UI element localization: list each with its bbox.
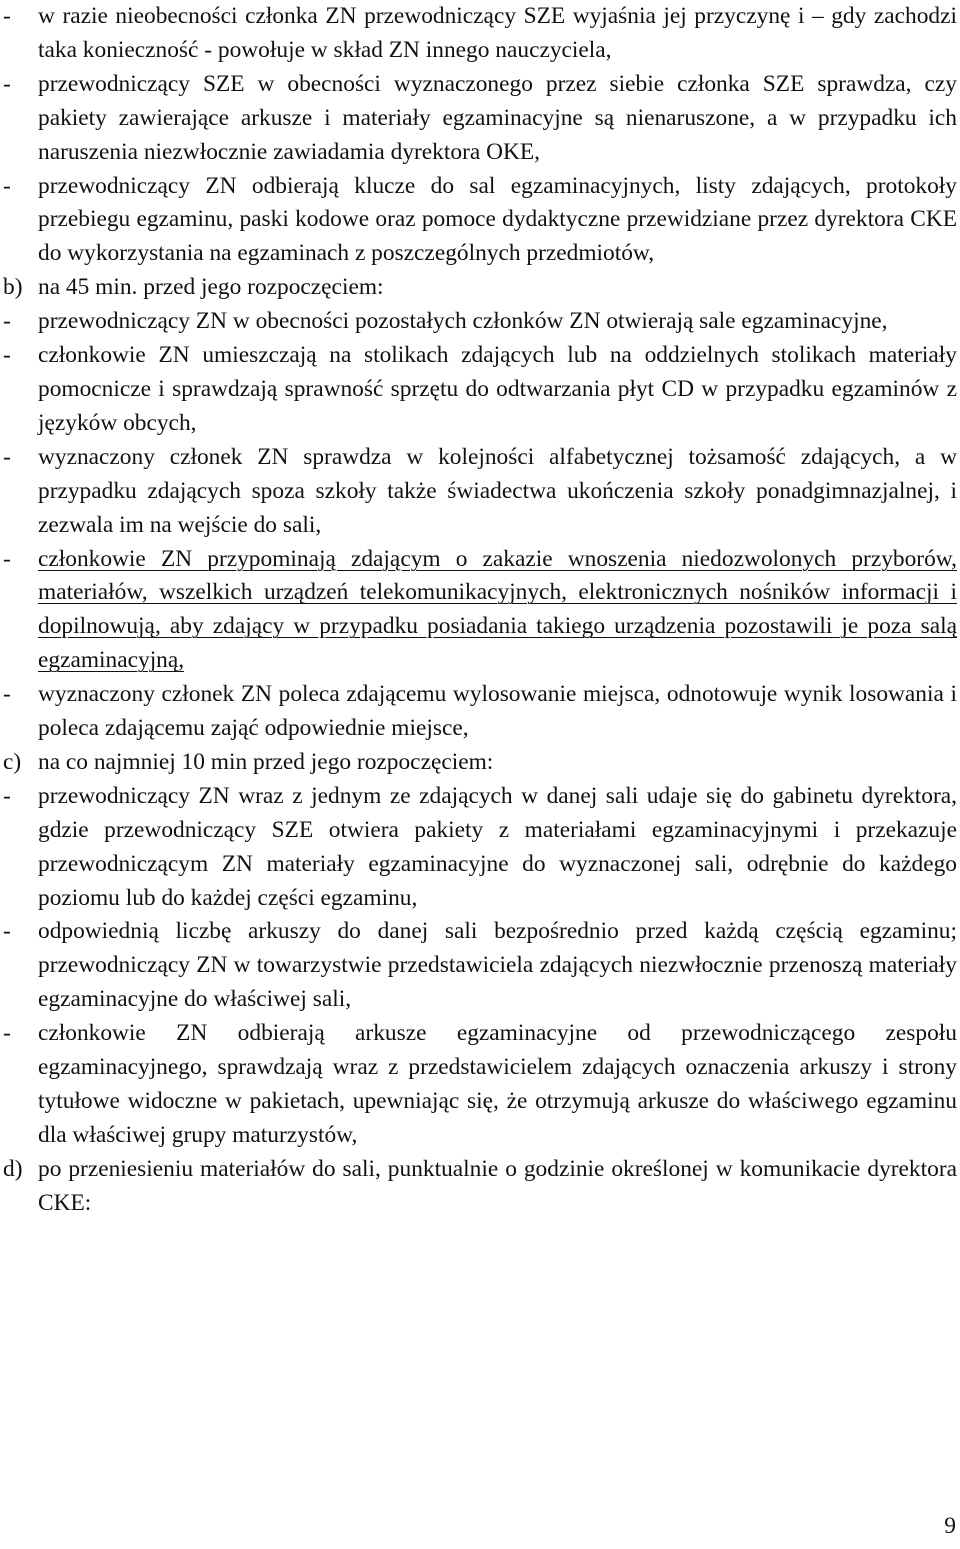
item-marker: - xyxy=(3,443,11,470)
item-marker: - xyxy=(3,342,11,369)
item-marker: - xyxy=(3,308,11,335)
item-text: na 45 min. przed jego rozpoczęciem: xyxy=(38,274,384,301)
bullet-item xyxy=(0,915,960,1017)
bullet-item xyxy=(0,780,960,916)
bullet-item xyxy=(0,543,960,679)
item-text: przewodniczący ZN w obecności pozostałych członków ZN otwierają sale egzaminacyjne, xyxy=(38,308,888,335)
item-text: w razie nieobecności członka ZN przewodniczący SZE wyjaśnia jej przyczynę i – gdy zachodzi taka konieczność - powołuje w skład ZN innego nauczyciela, xyxy=(38,3,957,63)
item-marker: - xyxy=(3,545,11,572)
item-text: członkowie ZN odbierają arkusze egzaminacyjne od przewodniczącego zespołu egzaminacyjnego, sprawdzają wraz z przedstawicielem zdających oznaczenia arkuszy i strony tytułowe widoczne w pakietach, upewniając się, że otrzymują arkusze do właściwego egzaminu dla właściwej grupy maturzystów, xyxy=(38,1020,957,1148)
item-text: na co najmniej 10 min przed jego rozpoczęciem: xyxy=(38,748,494,775)
item-marker: - xyxy=(3,918,11,945)
bullet-item xyxy=(0,1017,960,1153)
item-marker: c) xyxy=(3,748,22,775)
item-text: członkowie ZN przypominają zdającym o zakazie wnoszenia niedozwolonych przyborów, materiałów, wszelkich urządzeń telekomunikacyjnych, elektronicznych nośników informacji i dopilnowują, aby zdający w przypadku posiadania takiego urządzenia pozostawili je poza salą egzaminacyjną, xyxy=(38,545,957,674)
item-text: po przeniesieniu materiałów do sali, punktualnie o godzinie określonej w komunikacie dyrektora CKE: xyxy=(38,1155,957,1216)
page-number: 9 xyxy=(944,1513,956,1539)
item-marker: - xyxy=(3,70,11,97)
item-marker: - xyxy=(3,1020,11,1047)
item-marker: - xyxy=(3,172,11,199)
item-marker: b) xyxy=(3,274,23,301)
item-text: przewodniczący SZE w obecności wyznaczonego przez siebie członka SZE sprawdza, czy pakiety zawierające arkusze i materiały egzaminacyjne są nienaruszone, a w przypadku ich naruszenia niezwłocznie zawiadamia dyrektora OKE, xyxy=(38,70,957,165)
item-marker: d) xyxy=(3,1155,23,1182)
bullet-item xyxy=(0,339,960,441)
bullet-item xyxy=(0,0,960,68)
bullet-item xyxy=(0,441,960,543)
bullet-item xyxy=(0,305,960,339)
bullet-item xyxy=(0,68,960,170)
item-text: przewodniczący ZN wraz z jednym ze zdających w danej sali udaje się do gabinetu dyrektora, gdzie przewodniczący SZE otwiera pakiety z materiałami egzaminacyjnymi i przekazuje przewodniczącym ZN materiały egzaminacyjne do wyznaczonej sali, odrębnie do każdego poziomu lub do każdej części egzaminu, xyxy=(38,782,957,911)
bullet-item xyxy=(0,678,960,746)
lettered-item xyxy=(0,746,960,780)
lettered-item xyxy=(0,1153,960,1221)
bullet-item xyxy=(0,170,960,272)
item-text: wyznaczony członek ZN poleca zdającemu wylosowanie miejsca, odnotowuje wynik losowania i poleca zdającemu zająć odpowiednie miejsce, xyxy=(38,681,957,742)
item-marker: - xyxy=(3,681,11,708)
item-marker: - xyxy=(3,3,11,29)
item-text: przewodniczący ZN odbierają klucze do sal egzaminacyjnych, listy zdających, protokoły przebiegu egzaminu, paski kodowe oraz pomoce dydaktyczne przewidziane przez dyrektora CKE do wykorzystania na egzaminach z poszczególnych przedmiotów, xyxy=(38,172,957,267)
lettered-item xyxy=(0,271,960,305)
item-text: wyznaczony członek ZN sprawdza w kolejności alfabetycznej tożsamość zdających, a w przypadku zdających spoza szkoły także świadectwa ukończenia szkoły ponadgimnazjalnej, i zezwala im na wejście do sali, xyxy=(38,443,957,538)
item-text: członkowie ZN umieszczają na stolikach zdających lub na oddzielnych stolikach materiały pomocnicze i sprawdzają sprawność sprzętu do odtwarzania płyt CD w przypadku egzaminów z języków obcych, xyxy=(38,342,957,436)
item-text: odpowiednią liczbę arkuszy do danej sali bezpośrednio przed każdą częścią egzaminu; przewodniczący ZN w towarzystwie przedstawiciela zdających niezwłocznie przenoszą materiały egzaminacyjne do właściwej sali, xyxy=(38,918,957,1013)
item-marker: - xyxy=(3,782,11,809)
